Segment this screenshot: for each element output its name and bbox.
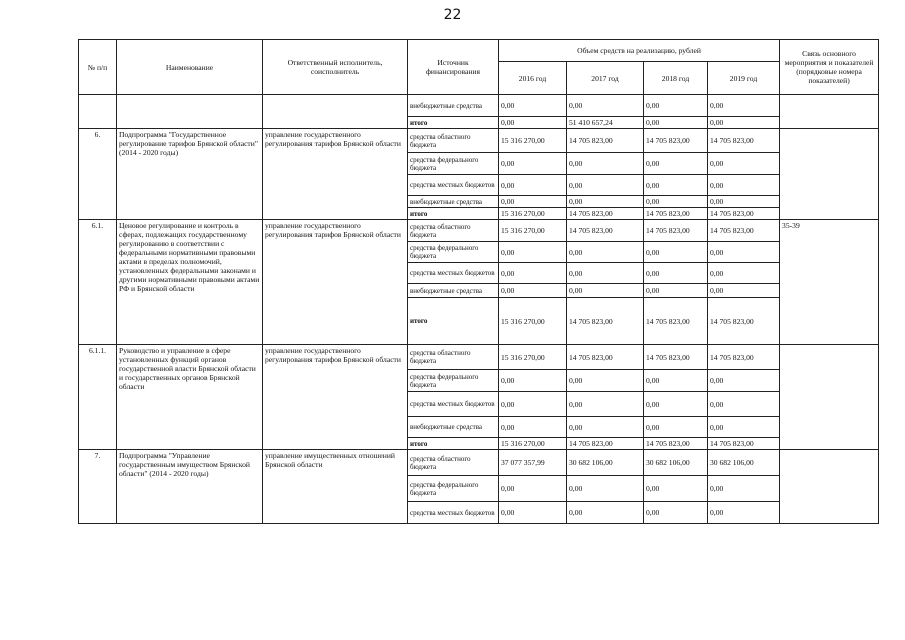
row-name: Подпрограмма "Государственное регулирование тарифов Брянской области" (2014 - 2020 годы) bbox=[117, 129, 263, 220]
value-cell: 14 705 823,00 bbox=[567, 298, 644, 345]
value-cell: 0,00 bbox=[499, 95, 567, 117]
source-cell: средства областного бюджета bbox=[408, 220, 499, 242]
value-cell: 0,00 bbox=[499, 417, 567, 438]
value-cell: 0,00 bbox=[499, 242, 567, 263]
value-cell: 0,00 bbox=[708, 392, 780, 417]
value-cell: 0,00 bbox=[567, 502, 644, 524]
value-cell: 14 705 823,00 bbox=[644, 208, 708, 220]
value-cell: 14 705 823,00 bbox=[567, 129, 644, 153]
value-cell: 0,00 bbox=[708, 196, 780, 208]
value-cell: 0,00 bbox=[567, 196, 644, 208]
value-cell: 0,00 bbox=[644, 117, 708, 129]
source-cell: итого bbox=[408, 208, 499, 220]
value-cell: 0,00 bbox=[567, 370, 644, 392]
header-year-2017: 2017 год bbox=[567, 62, 644, 95]
source-cell: внебюджетные средства bbox=[408, 417, 499, 438]
page-number: 22 bbox=[443, 7, 462, 23]
budget-table bbox=[78, 39, 879, 524]
row-link: 35-39 bbox=[780, 220, 879, 345]
value-cell: 0,00 bbox=[708, 370, 780, 392]
value-cell: 0,00 bbox=[567, 242, 644, 263]
row-name: Подпрограмма "Управление государственным имуществом Брянской области" (2014 - 2020 годы) bbox=[117, 450, 263, 524]
value-cell: 14 705 823,00 bbox=[708, 298, 780, 345]
value-cell: 0,00 bbox=[644, 476, 708, 502]
value-cell: 30 682 106,00 bbox=[644, 450, 708, 476]
row-executor: управление государственного регулирования тарифов Брянской области bbox=[263, 220, 408, 345]
value-cell: 51 410 657,24 bbox=[567, 117, 644, 129]
value-cell: 0,00 bbox=[499, 502, 567, 524]
table-row bbox=[79, 129, 879, 153]
table-row bbox=[79, 95, 879, 117]
source-cell: средства федерального бюджета bbox=[408, 153, 499, 175]
value-cell: 0,00 bbox=[644, 502, 708, 524]
source-cell: средства областного бюджета bbox=[408, 450, 499, 476]
row-number: 6.1. bbox=[79, 220, 117, 345]
value-cell: 0,00 bbox=[499, 196, 567, 208]
header-volume: Объем средств на реализацию, рублей bbox=[499, 40, 780, 62]
row-executor: управление имущественных отношений Брянской области bbox=[263, 450, 408, 524]
value-cell: 0,00 bbox=[708, 417, 780, 438]
value-cell: 0,00 bbox=[644, 284, 708, 298]
source-cell: средства областного бюджета bbox=[408, 345, 499, 370]
value-cell: 0,00 bbox=[499, 117, 567, 129]
value-cell: 0,00 bbox=[644, 175, 708, 196]
header-executor: Ответственный исполнитель, соисполнитель bbox=[263, 40, 408, 95]
value-cell: 0,00 bbox=[499, 263, 567, 284]
value-cell: 0,00 bbox=[499, 175, 567, 196]
value-cell: 14 705 823,00 bbox=[567, 345, 644, 370]
value-cell: 0,00 bbox=[499, 370, 567, 392]
value-cell: 15 316 270,00 bbox=[499, 129, 567, 153]
header-year-2018: 2018 год bbox=[644, 62, 708, 95]
header-link: Связь основного мероприятия и показателей (порядковые номера показателей) bbox=[780, 40, 879, 95]
source-cell: внебюджетные средства bbox=[408, 95, 499, 117]
value-cell: 0,00 bbox=[644, 95, 708, 117]
value-cell: 0,00 bbox=[708, 175, 780, 196]
value-cell: 0,00 bbox=[567, 95, 644, 117]
value-cell: 0,00 bbox=[708, 242, 780, 263]
value-cell: 14 705 823,00 bbox=[708, 129, 780, 153]
value-cell: 15 316 270,00 bbox=[499, 208, 567, 220]
source-cell: итого bbox=[408, 298, 499, 345]
source-cell: итого bbox=[408, 438, 499, 450]
source-cell: средства федерального бюджета bbox=[408, 242, 499, 263]
row-number: 6.1.1. bbox=[79, 345, 117, 450]
value-cell: 37 077 357,99 bbox=[499, 450, 567, 476]
row-link bbox=[780, 129, 879, 220]
source-cell: средства федерального бюджета bbox=[408, 370, 499, 392]
row-number: 6. bbox=[79, 129, 117, 220]
value-cell: 14 705 823,00 bbox=[644, 345, 708, 370]
value-cell: 0,00 bbox=[567, 392, 644, 417]
value-cell: 0,00 bbox=[708, 263, 780, 284]
source-cell: внебюджетные средства bbox=[408, 196, 499, 208]
value-cell: 14 705 823,00 bbox=[567, 438, 644, 450]
value-cell: 0,00 bbox=[644, 392, 708, 417]
source-cell: итого bbox=[408, 117, 499, 129]
value-cell: 0,00 bbox=[567, 476, 644, 502]
source-cell: средства местных бюджетов bbox=[408, 263, 499, 284]
row-link bbox=[780, 450, 879, 524]
value-cell: 0,00 bbox=[567, 175, 644, 196]
row-name: Ценовое регулирование и контроль в сферах, подлежащих государственному регулированию в соответствии с федеральными нормативными правовыми актами в пределах полномочий, установленных федеральными законами и другими нормативными правовыми актами РФ и Брянской области bbox=[117, 220, 263, 345]
value-cell: 14 705 823,00 bbox=[644, 298, 708, 345]
row-number: 7. bbox=[79, 450, 117, 524]
table-row bbox=[79, 345, 879, 370]
value-cell: 0,00 bbox=[708, 502, 780, 524]
header-name: Наименование bbox=[117, 40, 263, 95]
value-cell: 0,00 bbox=[708, 95, 780, 117]
value-cell: 0,00 bbox=[499, 284, 567, 298]
row-executor: управление государственного регулирования тарифов Брянской области bbox=[263, 129, 408, 220]
value-cell: 0,00 bbox=[499, 392, 567, 417]
value-cell: 0,00 bbox=[644, 153, 708, 175]
value-cell: 14 705 823,00 bbox=[567, 208, 644, 220]
value-cell: 0,00 bbox=[567, 153, 644, 175]
value-cell: 0,00 bbox=[499, 476, 567, 502]
source-cell: средства федерального бюджета bbox=[408, 476, 499, 502]
source-cell: внебюджетные средства bbox=[408, 284, 499, 298]
value-cell: 0,00 bbox=[708, 476, 780, 502]
row-executor: управление государственного регулирования тарифов Брянской области bbox=[263, 345, 408, 450]
value-cell: 14 705 823,00 bbox=[708, 208, 780, 220]
table-row bbox=[79, 450, 879, 476]
value-cell: 15 316 270,00 bbox=[499, 345, 567, 370]
row-name: Руководство и управление в сфере установленных функций органов государственной власти Брянской области и государственных органов Брянской области bbox=[117, 345, 263, 450]
value-cell: 0,00 bbox=[499, 153, 567, 175]
value-cell: 14 705 823,00 bbox=[708, 438, 780, 450]
value-cell: 15 316 270,00 bbox=[499, 298, 567, 345]
source-cell: средства местных бюджетов bbox=[408, 502, 499, 524]
source-cell: средства областного бюджета bbox=[408, 129, 499, 153]
value-cell: 0,00 bbox=[567, 284, 644, 298]
value-cell: 15 316 270,00 bbox=[499, 220, 567, 242]
value-cell: 14 705 823,00 bbox=[567, 220, 644, 242]
value-cell: 15 316 270,00 bbox=[499, 438, 567, 450]
value-cell: 14 705 823,00 bbox=[644, 220, 708, 242]
table-row bbox=[79, 220, 879, 242]
value-cell: 0,00 bbox=[644, 196, 708, 208]
value-cell: 0,00 bbox=[567, 417, 644, 438]
header-source: Источник финансирования bbox=[408, 40, 499, 95]
row-link bbox=[780, 345, 879, 450]
header-year-2016: 2016 год bbox=[499, 62, 567, 95]
value-cell: 14 705 823,00 bbox=[644, 129, 708, 153]
header-num: № п/п bbox=[79, 40, 117, 95]
value-cell: 14 705 823,00 bbox=[708, 220, 780, 242]
value-cell: 0,00 bbox=[708, 153, 780, 175]
source-cell: средства местных бюджетов bbox=[408, 392, 499, 417]
value-cell: 0,00 bbox=[708, 117, 780, 129]
value-cell: 0,00 bbox=[644, 263, 708, 284]
value-cell: 14 705 823,00 bbox=[644, 438, 708, 450]
value-cell: 0,00 bbox=[644, 242, 708, 263]
value-cell: 0,00 bbox=[644, 370, 708, 392]
source-cell: средства местных бюджетов bbox=[408, 175, 499, 196]
value-cell: 30 682 106,00 bbox=[708, 450, 780, 476]
value-cell: 14 705 823,00 bbox=[708, 345, 780, 370]
value-cell: 30 682 106,00 bbox=[567, 450, 644, 476]
header-year-2019: 2019 год bbox=[708, 62, 780, 95]
value-cell: 0,00 bbox=[644, 417, 708, 438]
value-cell: 0,00 bbox=[708, 284, 780, 298]
value-cell: 0,00 bbox=[567, 263, 644, 284]
